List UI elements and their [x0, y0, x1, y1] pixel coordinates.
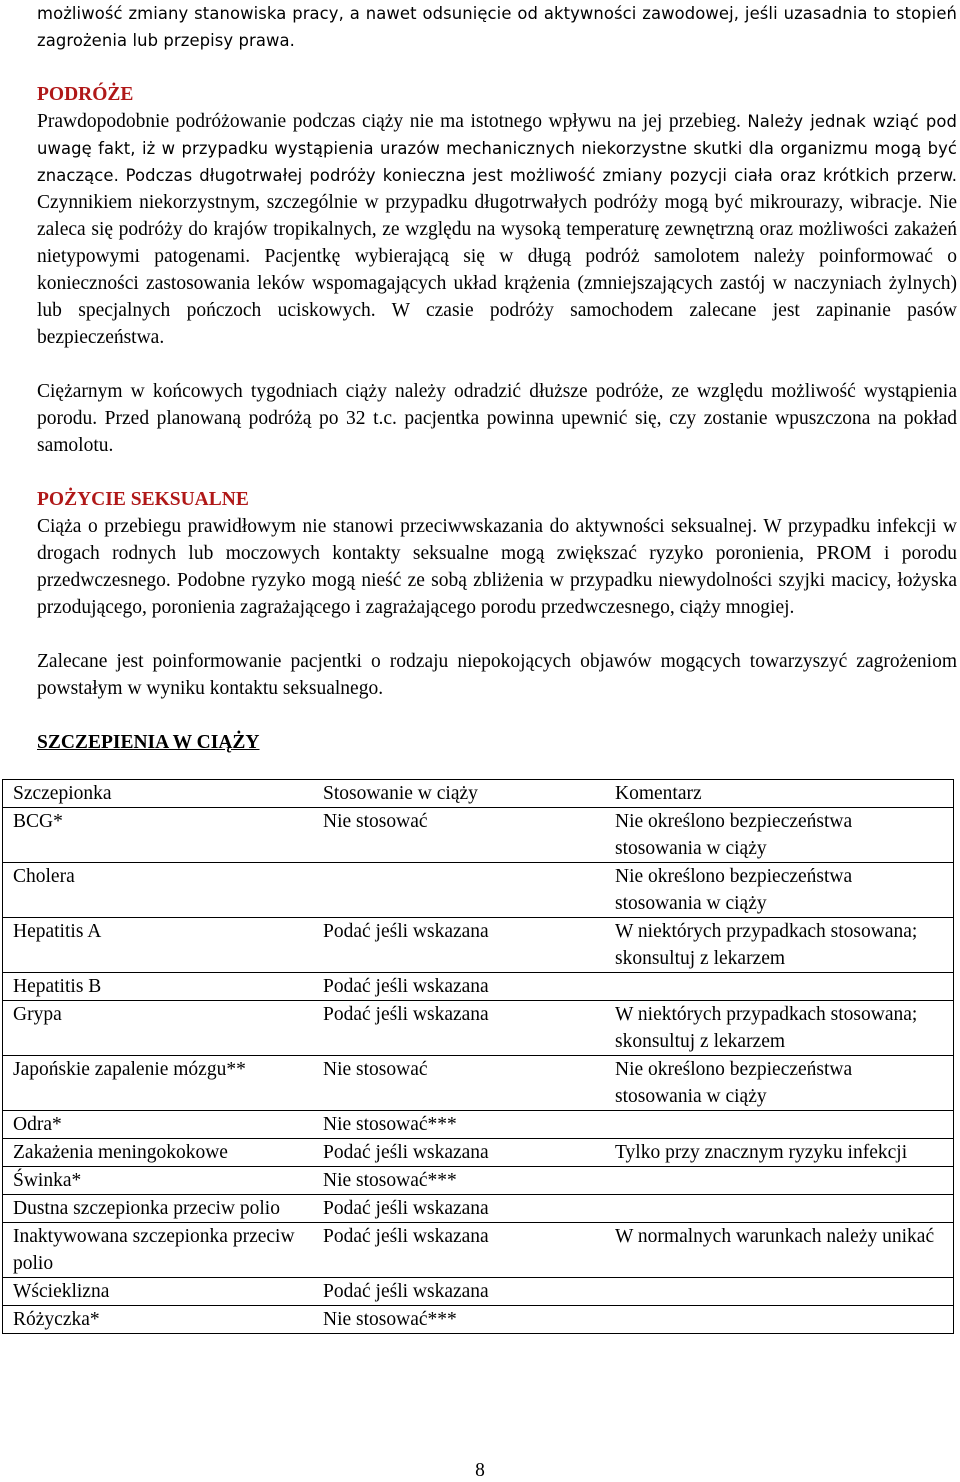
table-header-row [3, 780, 954, 808]
table-row [3, 918, 954, 973]
vaccine-comment-cell: W niektórych przypadkach stosowana; skonsultuj z lekarzem [605, 918, 954, 973]
vaccines-heading: SZCZEPIENIA W CIĄŻY [37, 732, 260, 753]
table-row [3, 1195, 954, 1223]
vaccine-comment-cell: W normalnych warunkach należy unikać [605, 1223, 954, 1278]
vaccine-comment-cell [605, 1278, 954, 1306]
vaccine-usage-cell: Nie stosować [313, 1056, 605, 1111]
vaccine-comment-cell [605, 973, 954, 1001]
vaccine-comment-cell [605, 1167, 954, 1195]
vaccine-name-cell: Odra* [3, 1111, 314, 1139]
vaccine-usage-cell: Nie stosować [313, 808, 605, 863]
table-row [3, 863, 954, 918]
header-cell-vaccine: Szczepionka [13, 783, 112, 804]
vaccine-comment-cell: Nie określono bezpieczeństwa stosowania w ciąży [605, 863, 954, 918]
vaccine-name-cell: Dustna szczepionka przeciw polio [3, 1195, 314, 1223]
table-row [3, 973, 954, 1001]
vaccine-usage-cell [313, 863, 605, 918]
vaccine-name-cell: Inaktywowana szczepionka przeciw polio [3, 1223, 314, 1278]
travel-text-5: Nie zaleca się podróży do krajów tropikalnych, ze względu na wysoką temperaturę zewnętrzną oraz możliwości zakażeń nietypowymi patogenami. [37, 192, 957, 267]
travel-text-7: Ciężarnym w końcowych tygodniach ciąży należy odradzić dłuższe podróże, ze względu możliwość wystąpienia porodu. Przed planowaną podróżą po 32 t.c. pacjentka powinna upewnić się, czy zostanie wpuszczona na pokład samolotu. [37, 381, 957, 456]
travel-text-2: Należy jednak wziąć pod uwagę fakt, iż w przypadku wystąpienia urazów mechanicznych niekorzystne skutki dla organizmu mogą być znaczące. [37, 112, 957, 185]
vaccine-usage-cell: Podać jeśli wskazana [313, 1278, 605, 1306]
sex-heading: POŻYCIE SEKSUALNE [37, 489, 249, 510]
travel-text-1: Prawdopodobnie podróżowanie podczas ciąży nie ma istotnego wpływu na jej przebieg. [37, 111, 741, 132]
travel-heading: PODRÓŻE [37, 84, 134, 105]
sex-text-1: Ciąża o przebiegu prawidłowym nie stanowi przeciwwskazania do aktywności seksualnej. W przypadku infekcji w drogach rodnych lub moczowych kontakty seksualne mogą zwiększać ryzyko poronienia, PROM i porodu przedwczesnego. Podobne ryzyko mogą nieść ze sobą zbliżenia w przypadku niewydolności szyjki macicy, łożyska przodującego, poronienia zagrażającego i zagrażającego porodu przedwczesnego, ciąży mnogiej. [37, 516, 957, 618]
vaccine-usage-cell: Podać jeśli wskazana [313, 1001, 605, 1056]
intro-paragraph [37, 0, 957, 54]
table-row [3, 1223, 954, 1278]
vaccine-comment-cell: W niektórych przypadkach stosowana; skonsultuj z lekarzem [605, 1001, 954, 1056]
travel-text-4: Czynnikiem niekorzystnym, szczególnie w przypadku długotrwałych podróży mogą być mikrourazy, wibracje. [37, 192, 923, 213]
vaccine-comment-cell: Tylko przy znacznym ryzyku infekcji [605, 1139, 954, 1167]
vaccine-usage-cell: Podać jeśli wskazana [313, 1139, 605, 1167]
vaccine-comment-cell: Nie określono bezpieczeństwa stosowania w ciąży [605, 808, 954, 863]
vaccine-name-cell: Grypa [3, 1001, 314, 1056]
vaccine-usage-cell: Podać jeśli wskazana [313, 918, 605, 973]
vaccine-usage-cell: Nie stosować*** [313, 1167, 605, 1195]
vaccine-name-cell: Hepatitis B [3, 973, 314, 1001]
table-row [3, 1167, 954, 1195]
travel-text-6: Pacjentkę wybierającą się w długą podróż samolotem należy poinformować o konieczności zastosowania leków wspomagających układ krążenia (zmniejszających zastój w naczyniach żylnych) lub specjalnych pończoch uciskowych. W czasie podróży samochodem zalecane jest zapinanie pasów bezpieczeństwa. [37, 246, 957, 348]
vaccine-name-cell: BCG* [3, 808, 314, 863]
vaccine-usage-cell: Podać jeśli wskazana [313, 973, 605, 1001]
header-cell-comment: Komentarz [615, 783, 702, 804]
table-row [3, 1056, 954, 1111]
table-row [3, 1278, 954, 1306]
vaccine-name-cell: Świnka* [3, 1167, 314, 1195]
intro-text: możliwość zmiany stanowiska pracy, a nawet odsunięcie od aktywności zawodowej, jeśli uzasadnia to stopień zagrożenia lub przepisy prawa. [37, 4, 957, 50]
table-row [3, 1111, 954, 1139]
vaccine-name-cell: Japońskie zapalenie mózgu** [3, 1056, 314, 1111]
table-row [3, 1001, 954, 1056]
page-number: 8 [475, 1460, 485, 1481]
vaccine-name-cell: Cholera [3, 863, 314, 918]
vaccine-comment-cell: Nie określono bezpieczeństwa stosowania w ciąży [605, 1056, 954, 1111]
table-row [3, 1139, 954, 1167]
vaccine-usage-cell: Podać jeśli wskazana [313, 1223, 605, 1278]
vaccine-comment-cell [605, 1195, 954, 1223]
header-cell-usage: Stosowanie w ciąży [323, 783, 478, 804]
travel-paragraph-1 [37, 108, 957, 351]
vaccines-table [2, 779, 954, 1334]
vaccine-comment-cell [605, 1111, 954, 1139]
vaccine-usage-cell: Nie stosować*** [313, 1111, 605, 1139]
vaccine-name-cell: Wścieklizna [3, 1278, 314, 1306]
sex-paragraph-2 [37, 648, 957, 702]
sex-text-2: Zalecane jest poinformowanie pacjentki o rodzaju niepokojących objawów mogących towarzyszyć zagrożeniom powstałym w wyniku kontaktu seksualnego. [37, 651, 957, 699]
vaccine-name-cell: Różyczka* [3, 1306, 314, 1334]
vaccine-name-cell: Zakażenia meningokokowe [3, 1139, 314, 1167]
sex-paragraph-1 [37, 513, 957, 621]
vaccine-usage-cell: Podać jeśli wskazana [313, 1195, 605, 1223]
table-row [3, 808, 954, 863]
travel-text-3: Podczas długotrwałej podróży konieczna jest możliwość zmiany pozycji ciała oraz krótkich przerw. [125, 166, 957, 185]
vaccine-comment-cell [605, 1306, 954, 1334]
travel-paragraph-2 [37, 378, 957, 459]
vaccine-name-cell: Hepatitis A [3, 918, 314, 973]
table-row [3, 1306, 954, 1334]
vaccine-usage-cell: Nie stosować*** [313, 1306, 605, 1334]
